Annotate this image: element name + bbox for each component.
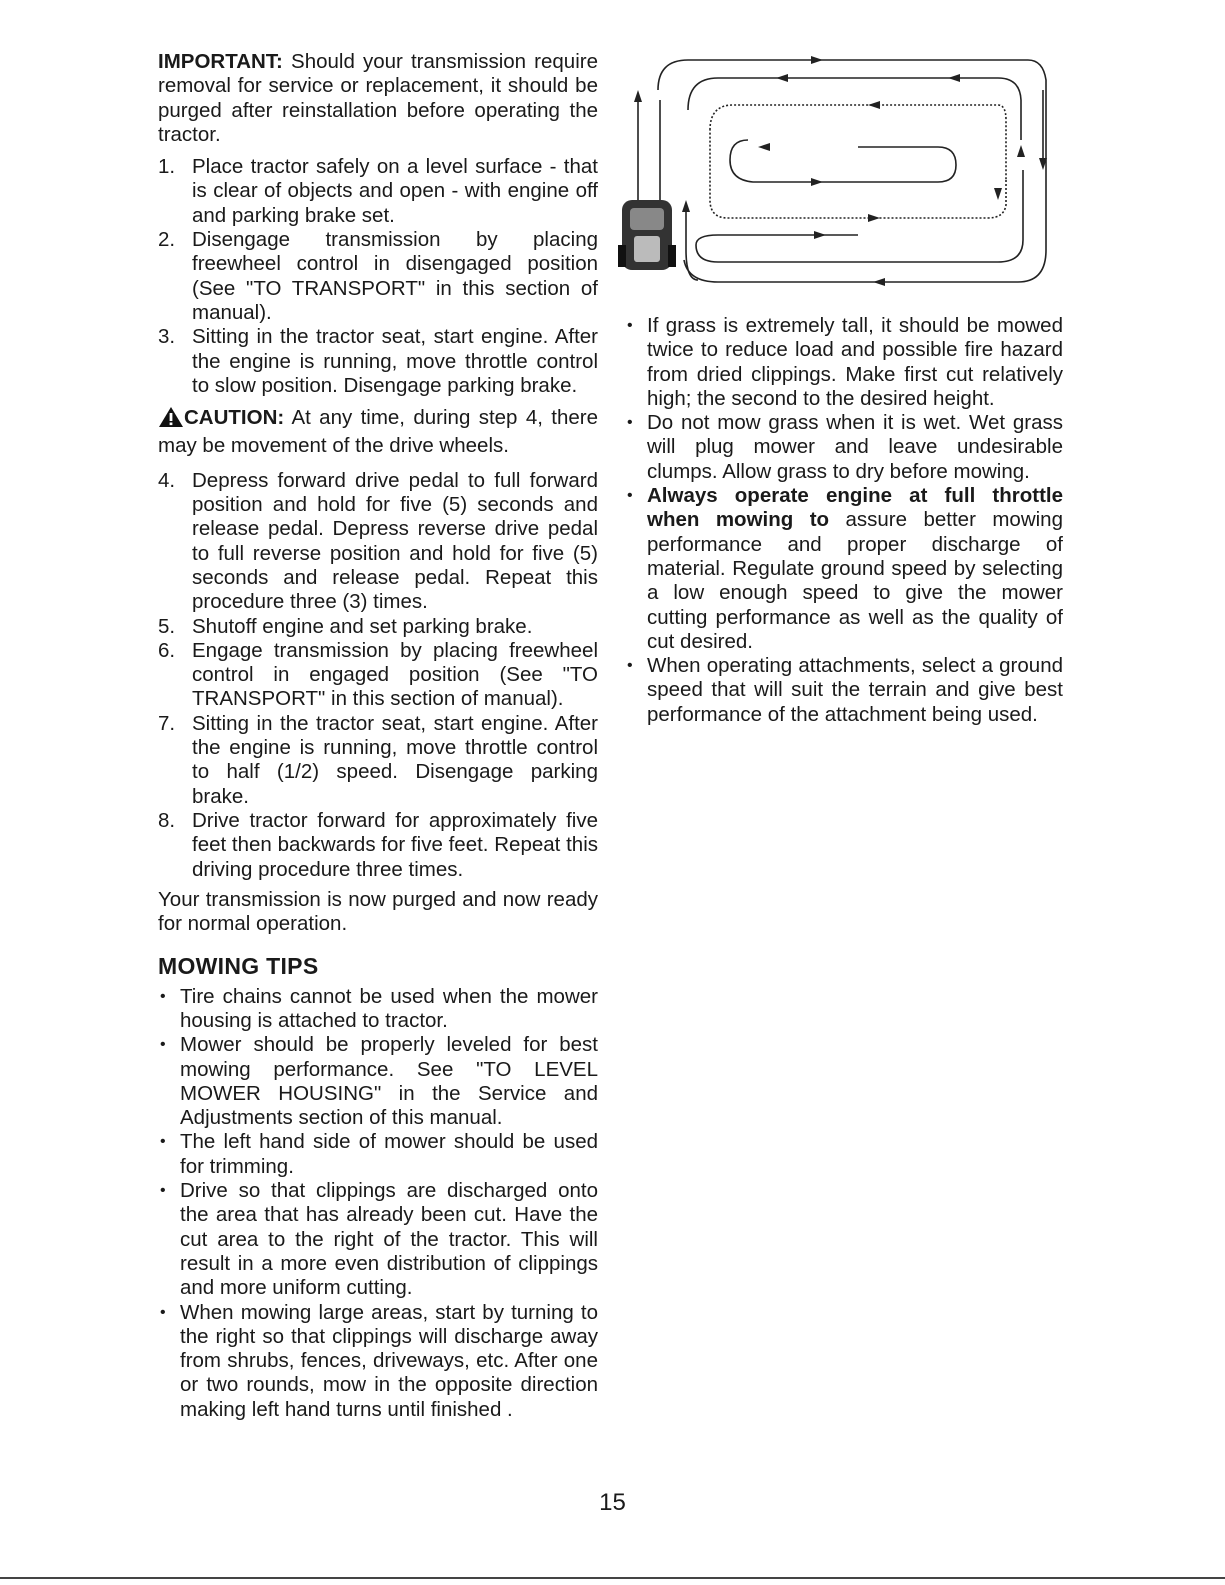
page-number: 15	[599, 1489, 626, 1516]
step-number: 7.	[158, 711, 176, 735]
important-note	[158, 50, 598, 147]
caution-text: At any time, during step 4, there may be movement of the drive wheels.	[158, 406, 598, 458]
important-text: Should your transmission require removal for service or replacement, it should be purged after reinstallation before operating the tractor.	[158, 50, 598, 146]
step-number: 1.	[158, 155, 176, 179]
list-item	[158, 469, 598, 615]
caution-note	[158, 406, 598, 459]
list-item	[158, 809, 598, 882]
right-column	[625, 314, 1063, 727]
list-item: • Mower should be properly leveled for best mowing performance. See "TO LEVEL MOWER HOUSING" in the Service and Adjustments section of this manual.	[158, 1033, 598, 1130]
list-item	[158, 712, 598, 809]
mowing-tips-continued	[625, 314, 1063, 727]
purge-steps-4-8	[158, 469, 598, 882]
step-text: Shutoff engine and set parking brake.	[192, 614, 533, 638]
step-number: 6.	[158, 638, 176, 662]
step-text: Sitting in the tractor seat, start engine. After the engine is running, move throttle control to half (1/2) speed. Disengage parking brake.	[192, 711, 598, 808]
important-label: IMPORTANT:	[158, 50, 283, 73]
left-column	[158, 50, 598, 1422]
step-text: Disengage transmission by placing freewheel control in disengaged position (See "TO TRANSPORT" in this section of manual).	[192, 228, 598, 324]
list-item: • Tire chains cannot be used when the mower housing is attached to tractor.	[158, 985, 598, 1034]
step-number: 4.	[158, 468, 176, 492]
mowing-tips-list	[158, 985, 598, 1422]
mowing-pattern-diagram	[618, 50, 1058, 300]
purge-steps-1-3	[158, 155, 598, 398]
list-item	[158, 325, 598, 398]
list-item	[158, 639, 598, 712]
list-item	[158, 615, 598, 639]
step-number: 3.	[158, 325, 176, 349]
list-item	[158, 155, 598, 228]
list-item	[158, 228, 598, 325]
bottom-rule	[0, 1577, 1225, 1579]
list-item: • If grass is extremely tall, it should be mowed twice to reduce load and possible fire hazard from dried clippings. Make first cut relatively high; the second to the desired height.	[625, 314, 1063, 411]
step-text: Engage transmission by placing freewheel control in engaged position (See "TO TRANSPORT" in this section of manual).	[192, 638, 598, 711]
mowing-pattern-illustration	[618, 50, 1058, 300]
step-number: 2.	[158, 228, 176, 252]
list-item: • When mowing large areas, start by turning to the right so that clippings will discharge away from shrubs, fences, driveways, etc. After one or two rounds, mow in the opposite direction making left hand turns until finished .	[158, 1301, 598, 1422]
step-text: Depress forward drive pedal to full forward position and hold for five (5) seconds and release pedal. Depress reverse drive pedal to full reverse position and hold for five (5) seconds and release pedal. Repeat this procedure three (3) times.	[192, 468, 598, 614]
step-number: 8.	[158, 808, 176, 832]
tip-bold-text: Always operate engine at full throttle when mowing to	[647, 484, 1063, 532]
list-item: • Do not mow grass when it is wet. Wet grass will plug mower and leave undesirable clumps. Allow grass to dry before mowing.	[625, 411, 1063, 484]
list-item: • The left hand side of mower should be used for trimming.	[158, 1130, 598, 1179]
closing-text: Your transmission is now purged and now ready for normal operation.	[158, 887, 598, 936]
tractor-icon	[618, 200, 676, 270]
list-item: • Drive so that clippings are discharged onto the area that has already been cut. Have the cut area to the right of the tractor. This will result in a more even distribution of clippings and more uniform cutting.	[158, 1179, 598, 1300]
step-text: Sitting in the tractor seat, start engine. After the engine is running, move throttle control to slow position. Disengage parking brake.	[192, 325, 598, 397]
step-text: Drive tractor forward for approximately five feet then backwards for five feet. Repeat this driving procedure three times.	[192, 808, 598, 881]
list-item: • When operating attachments, select a ground speed that will suit the terrain and give best performance of the attachment being used.	[625, 654, 1063, 727]
tip-text: assure better mowing performance and proper discharge of material. Regulate ground speed by selecting a low enough speed to give the mower cutting performance as well as the quality of cut desired.	[647, 508, 1063, 653]
step-text: Place tractor safely on a level surface - that is clear of objects and open - with engine off and parking brake set.	[192, 155, 598, 227]
mowing-tips-heading: MOWING TIPS	[158, 953, 319, 980]
warning-triangle-icon	[158, 406, 184, 434]
list-item	[625, 484, 1063, 654]
step-number: 5.	[158, 614, 176, 638]
caution-label: CAUTION:	[184, 406, 285, 430]
